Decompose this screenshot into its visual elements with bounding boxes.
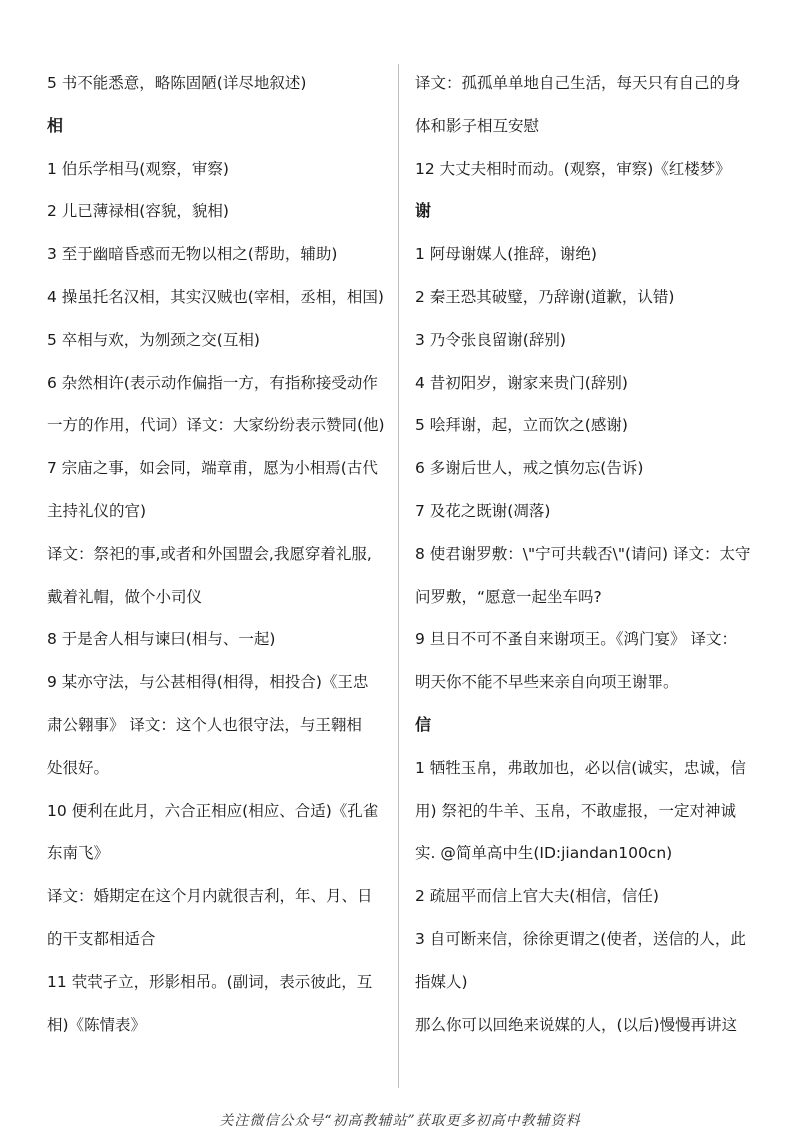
text-line: 肃公翱事》 译文：这个人也很守法，与王翱相 (47, 715, 362, 734)
text-line: 译文：祭祀的事,或者和外国盟会,我愿穿着礼服, (47, 544, 372, 563)
text-line: 体和影子相互安慰 (415, 116, 540, 135)
text-line: 主持礼仪的官) (47, 501, 147, 520)
text-line: 9 旦日不可不蚤自来谢项王。《鸿门宴》 译文： (415, 630, 737, 649)
text-line: 处很好。 (47, 758, 110, 777)
text-line: 指媒人) (415, 972, 468, 991)
right-column (415, 62, 767, 1046)
text-line: 那么你可以回绝来说媒的人，(以后)慢慢再讲这 (415, 1015, 738, 1034)
text-line: 4 操虽托名汉相，其实汉贼也(宰相，丞相，相国) (47, 287, 384, 306)
text-line: 1 阿母谢媒人(推辞，谢绝) (415, 245, 597, 264)
left-column (47, 62, 393, 1046)
text-line: 东南飞》 (47, 844, 110, 863)
text-line: 译文：婚期定在这个月内就很吉利，年、月、日 (47, 887, 373, 906)
text-line: 问罗敷，“愿意一起坐车吗? (415, 587, 602, 606)
text-line: 的干支都相适合 (47, 929, 156, 948)
text-line: 实. @简单高中生(ID:jiandan100cn) (415, 844, 673, 863)
text-line: 2 儿已薄禄相(容貌，貌相) (47, 202, 229, 221)
column-divider (398, 64, 399, 1088)
text-line: 4 昔初阳岁，谢家来贵门(辞别) (415, 373, 628, 392)
section-heading-xin: 信 (415, 714, 432, 734)
text-line: 6 杂然相许(表示动作偏指一方，有指称接受动作 (47, 373, 378, 392)
section-heading-xie: 谢 (415, 201, 432, 221)
text-line: 一方的作用，代词）译文：大家纷纷表示赞同(他) (47, 416, 385, 435)
text-line: 6 多谢后世人，戒之慎勿忘(告诉) (415, 459, 644, 478)
text-line: 3 乃令张良留谢(辞别) (415, 330, 566, 349)
text-line: 5 哙拜谢，起，立而饮之(感谢) (415, 416, 628, 435)
text-line: 3 至于幽暗昏惑而无物以相之(帮助，辅助) (47, 245, 338, 264)
text-line: 1 伯乐学相马(观察，审察) (47, 159, 229, 178)
text-line: 8 于是舍人相与谏曰(相与、一起) (47, 630, 276, 649)
text-line: 10 便利在此月，六合正相应(相应、合适)《孔雀 (47, 801, 379, 820)
text-line: 2 秦王恐其破璧，乃辞谢(道歉，认错) (415, 287, 675, 306)
text-line: 3 自可断来信，徐徐更谓之(使者，送信的人，此 (415, 929, 746, 948)
text-line: 5 书不能悉意，略陈固陋(详尽地叙述) (47, 74, 307, 92)
section-heading-xiang: 相 (47, 115, 64, 135)
text-line: 相)《陈情表》 (47, 1015, 147, 1034)
footer-note: 关注微信公众号“初高教辅站”获取更多初高中教辅资料 (219, 1113, 581, 1129)
text-line: 戴着礼帽，做个小司仪 (47, 587, 203, 606)
text-line: 译文：孤孤单单地自己生活，每天只有自己的身 (415, 74, 741, 92)
text-line: 5 卒相与欢，为刎颈之交(互相) (47, 330, 260, 349)
text-line: 11 茕茕孑立，形影相吊。(副词，表示彼此，互 (47, 972, 373, 991)
text-line: 7 及花之既谢(凋落) (415, 501, 551, 520)
text-line: 8 使君谢罗敷：\"宁可共载否\"(请问) 译文：太守 (415, 544, 751, 563)
text-line: 1 牺牲玉帛，弗敢加也，必以信(诚实，忠诚，信 (415, 758, 746, 777)
text-line: 用) 祭祀的牛羊、玉帛，不敢虚报，一定对神诚 (415, 801, 736, 820)
text-line: 明天你不能不早些来亲自向项王谢罪。 (415, 673, 679, 692)
text-line: 12 大丈夫相时而动。(观察，审察)《红楼梦》 (415, 159, 731, 178)
text-line: 2 疏屈平而信上官大夫(相信，信任) (415, 887, 659, 906)
text-line: 9 某亦守法，与公甚相得(相得，相投合)《王忠 (47, 673, 369, 692)
text-line: 7 宗庙之事，如会同，端章甫，愿为小相焉(古代 (47, 459, 378, 478)
